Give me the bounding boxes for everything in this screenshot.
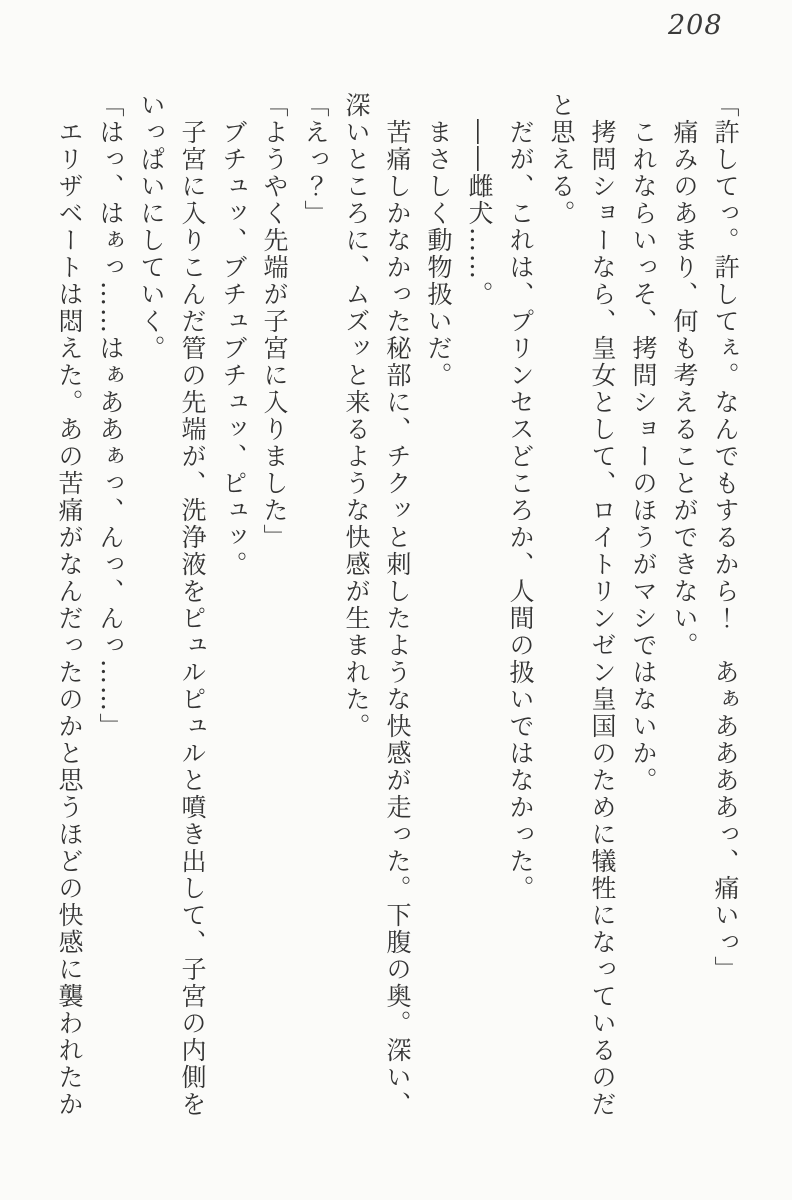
text-line: エリザベートは悶えた。あの苦痛がなんだったのかと思うほどの快感に襲われたか <box>55 119 84 1118</box>
text-line: まさしく動物扱いだ。 <box>424 119 453 389</box>
text-line: 「はっ、はぁっ……はぁああぁっ、んっ、んっ……」 <box>96 92 125 740</box>
text-line: 深いところに、ムズッと来るような快感が生まれた。 <box>342 92 371 740</box>
text-line: いっぱいにしていく。 <box>137 92 166 362</box>
text-line: 苦痛しかなかった秘部に、チクッと刺したような快感が走った。下腹の奥。深い、 <box>383 119 412 1118</box>
text-line: と思える。 <box>547 92 576 227</box>
text-line: 子宮に入りこんだ管の先端が、洗浄液をピュルピュルと噴き出して、子宮の内側を <box>178 119 207 1118</box>
text-line: 拷問ショーなら、皇女として、ロイトリンゼン皇国のために犠牲になっているのだ <box>588 119 617 1118</box>
text-line: 「ようやく先端が子宮に入りました」 <box>260 92 289 551</box>
text-line: これならいっそ、拷問ショーのほうがマシではないか。 <box>629 119 658 794</box>
text-line: ブチュッ、ブチュブチュッ、ピュッ。 <box>219 119 248 578</box>
text-line: だが、これは、プリンセスどころか、人間の扱いではなかった。 <box>506 119 535 902</box>
text-line: 「許してっ。許してぇ。なんでもするから！ あぁああああっ、痛いっ」 <box>711 92 740 983</box>
text-line: ――雌犬……。 <box>465 119 494 308</box>
text-line: 「えっ？」 <box>301 92 330 227</box>
page-number: 208 <box>668 10 723 41</box>
text-line: 痛みのあまり、何も考えることができない。 <box>670 119 699 659</box>
text-block <box>49 92 746 1134</box>
